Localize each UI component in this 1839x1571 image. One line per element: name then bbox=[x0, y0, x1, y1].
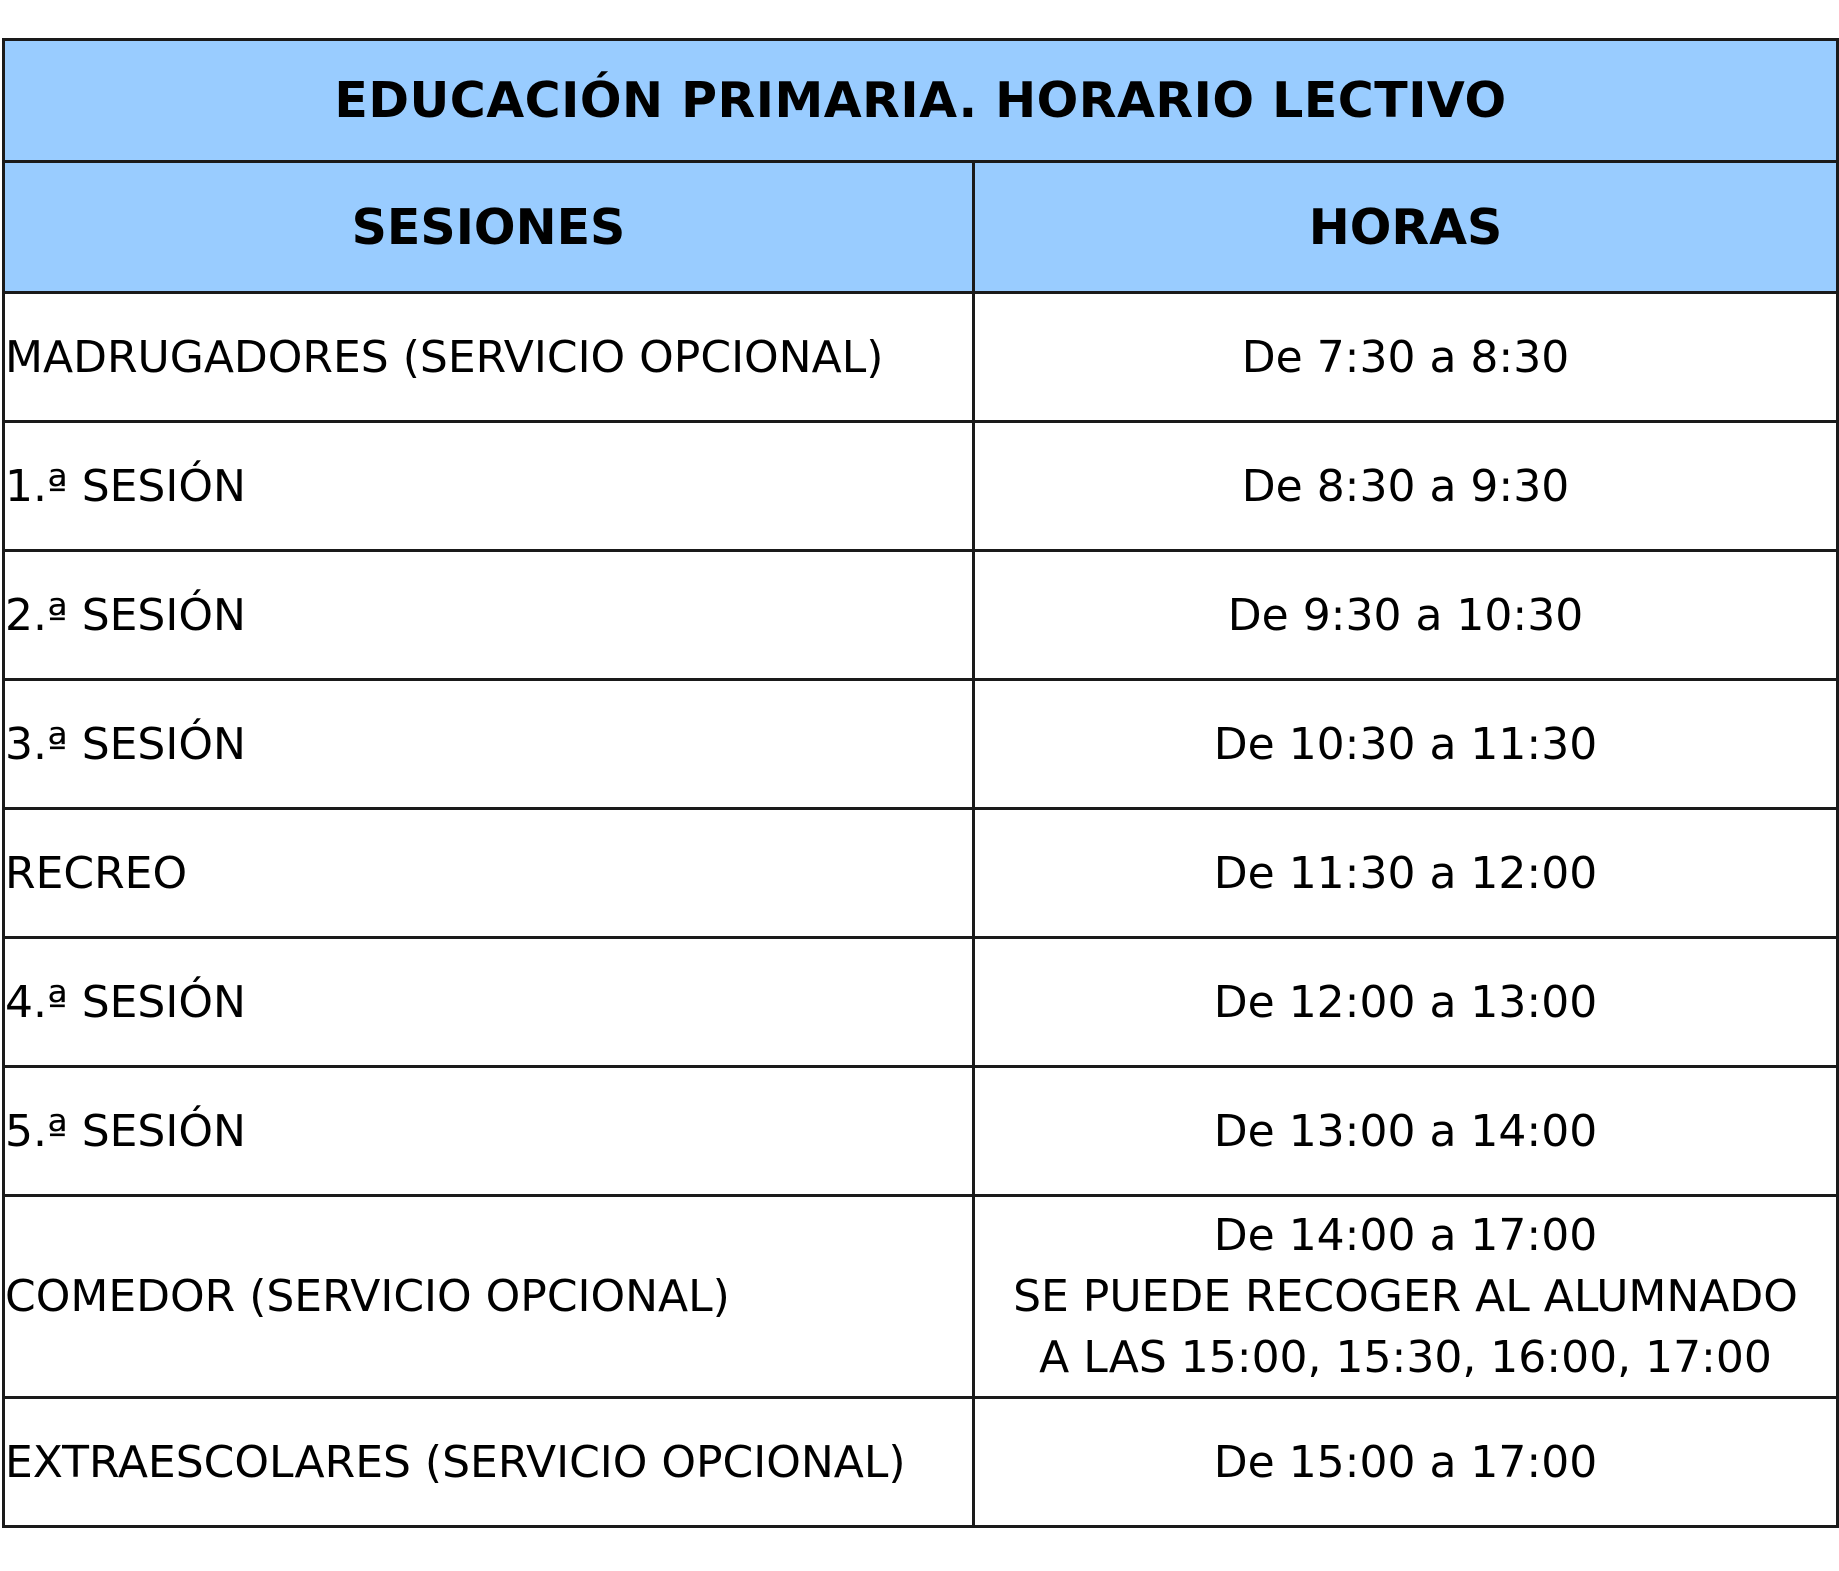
hours-line: De 8:30 a 9:30 bbox=[1241, 460, 1570, 512]
hours-cell bbox=[974, 1196, 1838, 1398]
hours-line: De 12:00 a 13:00 bbox=[1213, 976, 1598, 1028]
hours-line: De 10:30 a 11:30 bbox=[1213, 718, 1598, 770]
hours-line: De 11:30 a 12:00 bbox=[1213, 847, 1598, 899]
header-sessions: SESIONES bbox=[4, 162, 974, 293]
hours-line: De 7:30 a 8:30 bbox=[1241, 331, 1570, 383]
session-cell: RECREO bbox=[4, 809, 974, 938]
hours-line: De 9:30 a 10:30 bbox=[1227, 589, 1584, 641]
session-cell: 2.ª SESIÓN bbox=[4, 551, 974, 680]
table-row bbox=[4, 1398, 1838, 1527]
hours-cell bbox=[974, 938, 1838, 1067]
table-row bbox=[4, 1196, 1838, 1398]
hours-line: De 14:00 a 17:00 bbox=[1213, 1210, 1598, 1261]
hours-line: De 15:00 a 17:00 bbox=[1213, 1436, 1598, 1488]
hours-cell bbox=[974, 422, 1838, 551]
table-row bbox=[4, 1067, 1838, 1196]
hours-cell bbox=[974, 1398, 1838, 1527]
table-title: EDUCACIÓN PRIMARIA. HORARIO LECTIVO bbox=[4, 40, 1838, 162]
table-row bbox=[4, 680, 1838, 809]
table-row bbox=[4, 422, 1838, 551]
hours-cell bbox=[974, 551, 1838, 680]
session-cell: 1.ª SESIÓN bbox=[4, 422, 974, 551]
hours-cell bbox=[974, 809, 1838, 938]
session-cell: 3.ª SESIÓN bbox=[4, 680, 974, 809]
hours-line: SE PUEDE RECOGER AL ALUMNADO bbox=[1013, 1271, 1798, 1322]
session-cell: EXTRAESCOLARES (SERVICIO OPCIONAL) bbox=[4, 1398, 974, 1527]
session-cell: MADRUGADORES (SERVICIO OPCIONAL) bbox=[4, 293, 974, 422]
hours-cell bbox=[974, 680, 1838, 809]
hours-line: A LAS 15:00, 15:30, 16:00, 17:00 bbox=[1039, 1332, 1772, 1383]
session-cell: 4.ª SESIÓN bbox=[4, 938, 974, 1067]
header-hours: HORAS bbox=[974, 162, 1838, 293]
header-row bbox=[4, 162, 1838, 293]
hours-cell bbox=[974, 293, 1838, 422]
session-cell: COMEDOR (SERVICIO OPCIONAL) bbox=[4, 1196, 974, 1398]
hours-cell bbox=[974, 1067, 1838, 1196]
session-cell: 5.ª SESIÓN bbox=[4, 1067, 974, 1196]
title-row bbox=[4, 40, 1838, 162]
table-row bbox=[4, 938, 1838, 1067]
table-row bbox=[4, 809, 1838, 938]
table-row bbox=[4, 551, 1838, 680]
table-row bbox=[4, 293, 1838, 422]
hours-line: De 13:00 a 14:00 bbox=[1213, 1105, 1598, 1157]
schedule-table bbox=[2, 38, 1839, 1528]
